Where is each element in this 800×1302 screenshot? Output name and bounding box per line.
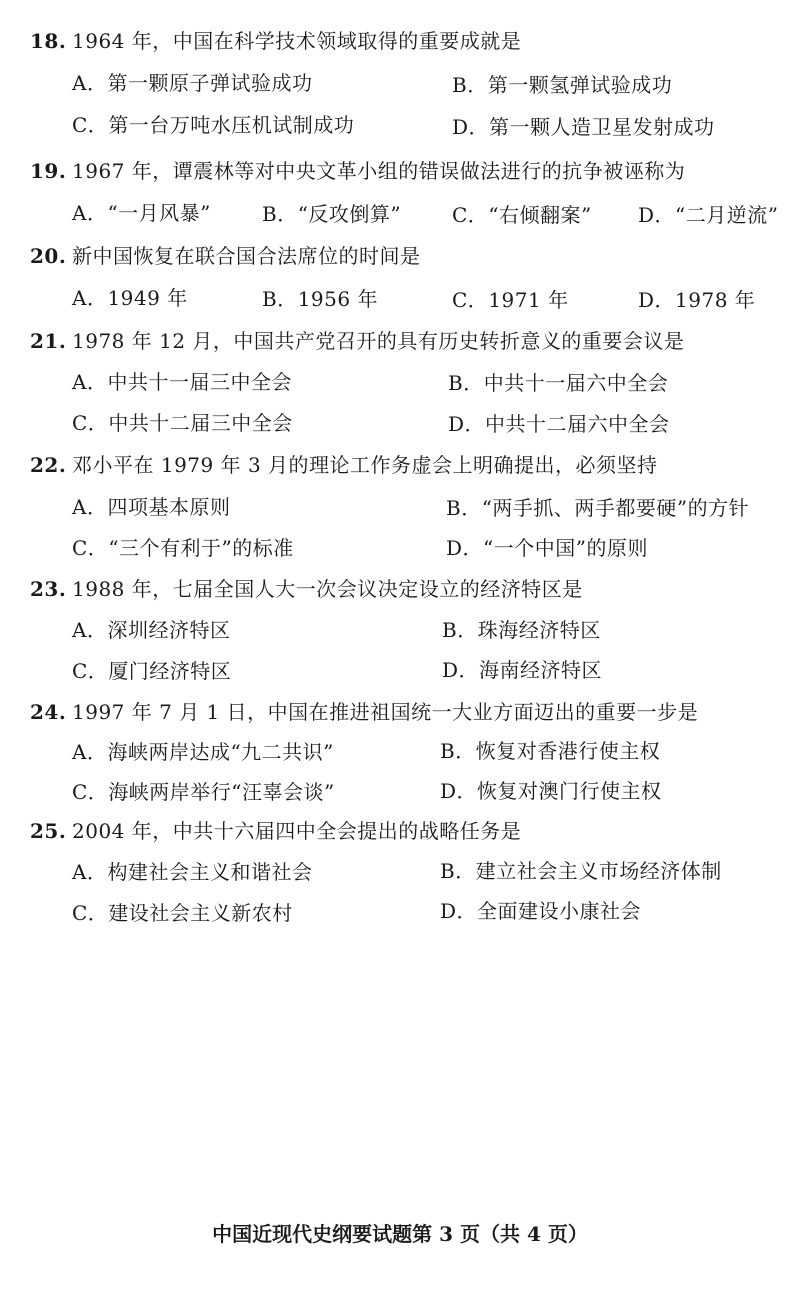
question-number: 19.	[30, 159, 67, 183]
option-text: 深圳经济特区	[107, 618, 231, 642]
page-footer: 中国近现代史纲要试题第 3 页（共 4 页）	[212, 1222, 588, 1246]
option-c	[72, 779, 335, 805]
option-text: “二月逆流”	[675, 203, 779, 227]
option-text: 1956 年	[297, 287, 378, 311]
option-letter: C．	[72, 536, 109, 560]
option-a	[72, 494, 230, 520]
option-c	[452, 287, 569, 313]
option-letter: B．	[446, 496, 482, 520]
option-letter: D．	[638, 203, 676, 227]
option-text: 第一颗氢弹试验成功	[487, 73, 673, 97]
option-letter: D．	[638, 288, 676, 312]
option-d	[452, 114, 715, 140]
option-text: 中共十一届三中全会	[107, 370, 292, 394]
option-letter: B．	[262, 202, 298, 226]
option-letter: A．	[72, 495, 108, 519]
option-text: 恢复对澳门行使主权	[477, 779, 662, 803]
option-b	[448, 370, 668, 396]
option-a	[72, 369, 292, 395]
option-b	[446, 495, 749, 521]
option-letter: A．	[72, 201, 108, 225]
option-letter: B．	[442, 618, 478, 642]
option-d	[440, 898, 641, 924]
option-letter: C．	[452, 203, 489, 227]
question-stem	[30, 818, 521, 844]
option-a	[72, 200, 211, 226]
option-letter: C．	[72, 780, 109, 804]
question-text: 1997 年 7 月 1 日，中国在推进祖国统一大业方面迈出的重要一步是	[72, 700, 699, 724]
option-text: 海峡两岸达成“九二共识”	[107, 740, 334, 764]
question-stem	[30, 158, 685, 184]
option-text: 第一颗原子弹试验成功	[107, 71, 313, 95]
option-text: 1949 年	[107, 286, 188, 310]
option-text: 第一颗人造卫星发射成功	[489, 115, 715, 139]
option-a	[72, 617, 230, 643]
option-text: “一个中国”的原则	[483, 536, 648, 560]
question-text: 1988 年，七届全国人大一次会议决定设立的经济特区是	[72, 577, 583, 601]
option-a	[72, 739, 334, 765]
option-text: 海峡两岸举行“汪辜会谈”	[108, 780, 335, 804]
option-text: 建设社会主义新农村	[108, 901, 293, 925]
option-a	[72, 859, 312, 885]
question-text: 2004 年，中共十六届四中全会提出的战略任务是	[72, 819, 522, 843]
question-stem	[30, 328, 684, 354]
option-letter: D．	[440, 779, 478, 803]
option-letter: D．	[446, 536, 484, 560]
option-letter: D．	[442, 658, 480, 682]
option-d	[440, 778, 662, 804]
option-a	[72, 70, 312, 96]
option-text: “三个有利于”的标准	[108, 536, 294, 560]
option-c	[72, 535, 294, 561]
option-text: “两手抓、两手都要硬”的方针	[481, 496, 750, 520]
option-b	[442, 617, 601, 643]
option-letter: D．	[448, 412, 486, 436]
question-stem	[30, 452, 658, 478]
question-number: 24.	[30, 700, 67, 724]
question-text: 1978 年 12 月，中国共产党召开的具有历史转折意义的重要会议是	[72, 329, 685, 353]
option-letter: A．	[72, 860, 108, 884]
option-b	[262, 201, 401, 227]
option-letter: D．	[440, 899, 478, 923]
option-letter: B．	[262, 287, 298, 311]
question-text: 1964 年，中国在科学技术领域取得的重要成就是	[72, 29, 522, 53]
option-letter: D．	[452, 115, 490, 139]
option-a	[72, 285, 188, 311]
option-text: 恢复对香港行使主权	[475, 739, 661, 763]
option-letter: C．	[452, 288, 489, 312]
option-letter: C．	[72, 113, 109, 137]
question-text: 新中国恢复在联合国合法席位的时间是	[72, 244, 421, 268]
option-text: 1978 年	[675, 288, 756, 312]
question-number: 18.	[30, 29, 67, 53]
option-text: 建立社会主义市场经济体制	[475, 859, 722, 883]
option-d	[638, 287, 755, 313]
option-c	[72, 410, 293, 436]
option-c	[72, 112, 354, 138]
question-stem	[30, 576, 583, 602]
option-letter: C．	[72, 659, 109, 683]
option-letter: A．	[72, 71, 108, 95]
option-letter: B．	[440, 859, 476, 883]
option-text: 中共十二届三中全会	[108, 411, 293, 435]
option-text: 1971 年	[488, 288, 569, 312]
option-text: 第一台万吨水压机试制成功	[108, 113, 355, 137]
option-letter: C．	[72, 411, 109, 435]
option-b	[452, 72, 672, 98]
option-letter: A．	[72, 740, 108, 764]
question-stem	[30, 243, 421, 269]
option-text: 厦门经济特区	[108, 659, 232, 683]
option-letter: A．	[72, 370, 108, 394]
option-text: 中共十二届六中全会	[485, 412, 670, 436]
option-text: 中共十一届六中全会	[483, 371, 669, 395]
option-text: “右倾翻案”	[488, 203, 592, 227]
option-c	[452, 202, 592, 228]
option-text: “一月风暴”	[107, 201, 211, 225]
option-text: 珠海经济特区	[477, 618, 601, 642]
option-letter: B．	[452, 73, 488, 97]
question-text: 1967 年，谭震林等对中央文革小组的错误做法进行的抗争被诬称为	[72, 159, 686, 183]
option-b	[440, 858, 722, 884]
option-text: 全面建设小康社会	[477, 899, 642, 923]
option-c	[72, 658, 231, 684]
question-stem	[30, 28, 521, 54]
option-d	[448, 411, 670, 437]
option-d	[446, 535, 648, 561]
option-letter: B．	[448, 371, 484, 395]
question-number: 21.	[30, 329, 67, 353]
option-c	[72, 900, 293, 926]
option-letter: B．	[440, 739, 476, 763]
option-letter: A．	[72, 286, 108, 310]
option-letter: A．	[72, 618, 108, 642]
question-stem	[30, 699, 698, 725]
question-text: 邓小平在 1979 年 3 月的理论工作务虚会上明确提出，必须坚持	[72, 453, 658, 477]
option-letter: C．	[72, 901, 109, 925]
option-b	[440, 738, 660, 764]
option-text: 构建社会主义和谐社会	[107, 860, 313, 884]
option-text: “反攻倒算”	[297, 202, 402, 226]
question-number: 23.	[30, 577, 67, 601]
option-d	[442, 657, 602, 683]
question-number: 20.	[30, 244, 67, 268]
question-number: 25.	[30, 819, 67, 843]
option-text: 四项基本原则	[107, 495, 231, 519]
option-b	[262, 286, 378, 312]
question-number: 22.	[30, 453, 67, 477]
option-d	[638, 202, 779, 228]
option-text: 海南经济特区	[479, 658, 603, 682]
